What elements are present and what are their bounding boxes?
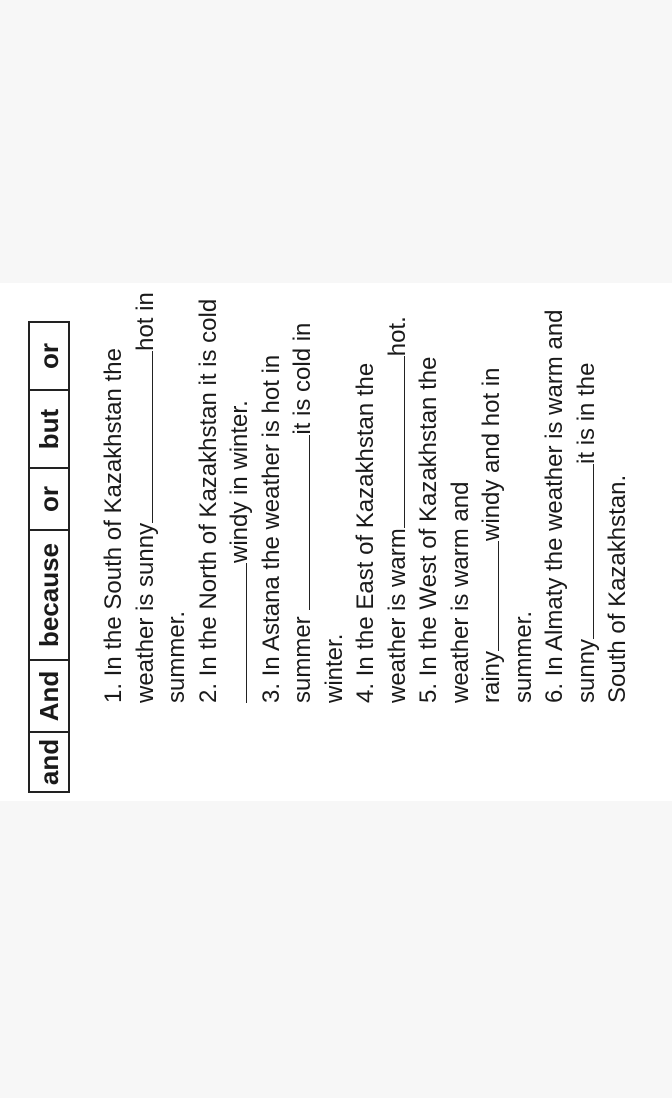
sentence-text: weather is warm and [446, 481, 474, 703]
sentence-text: winter. [320, 633, 348, 703]
sentence-line [350, 283, 382, 703]
word-bank-cell: or [33, 343, 64, 369]
sentence-text: summer. [509, 610, 537, 703]
word-bank-cell: and [30, 731, 68, 791]
sentence-text: weather is sunny [131, 522, 159, 703]
sentence-text: 1. In the South of Kazakhstan the [100, 348, 127, 703]
sentence-line [98, 283, 130, 703]
sentence-line [193, 283, 225, 703]
answer-blank[interactable] [571, 464, 594, 639]
worksheet-photo [0, 283, 672, 801]
sentence-line [571, 283, 603, 703]
sentence-text: weather is warm [383, 528, 411, 703]
answer-blank[interactable] [130, 351, 153, 523]
sentence-line [445, 283, 477, 703]
sentence-text: windy and hot in [478, 367, 505, 541]
sentence-text: hot. [383, 316, 411, 357]
sentence-text: 5. In the West of Kazakhstan the [415, 356, 442, 703]
sentence-line [130, 283, 162, 703]
sentence-line [602, 283, 634, 703]
answer-blank[interactable] [287, 435, 310, 610]
sentence-text: 6. In Almaty the weather is warm and [541, 309, 568, 703]
sentence-text: South of Kazakhstan. [604, 474, 631, 703]
sentence-text: rainy [478, 650, 505, 703]
word-bank-cell: And [30, 659, 68, 731]
sentence-line [476, 283, 508, 703]
answer-blank[interactable] [382, 356, 405, 528]
sentence-line [382, 283, 414, 703]
word-bank-cell: but [30, 389, 68, 467]
sentence-line [287, 283, 319, 703]
answer-blank[interactable] [476, 541, 499, 651]
sentence-text: 3. In Astana the weather is hot in [257, 354, 285, 703]
sentence-text: windy in winter. [226, 400, 253, 563]
sentence-line [161, 283, 193, 703]
sentence-line [413, 283, 445, 703]
sentence-text: 2. In the North of Kazakhstan it is cold [194, 298, 222, 703]
sentence-text: sunny [572, 638, 600, 703]
sentence-text: it is cold in [289, 322, 316, 435]
sentence-line [508, 283, 540, 703]
word-bank-table [28, 321, 70, 793]
exercise-sentences [98, 283, 634, 703]
answer-blank[interactable] [224, 563, 247, 703]
sentence-text: 4. In the East of Kazakhstan the [352, 362, 379, 703]
sentence-text: hot in [131, 292, 159, 351]
sentence-line [224, 283, 256, 703]
worksheet [20, 292, 670, 801]
sentence-line [539, 283, 571, 703]
word-bank-cell: because [30, 529, 68, 659]
sentence-line [319, 283, 351, 703]
sentence-line [256, 283, 288, 703]
sentence-text: it is in the [572, 362, 600, 464]
word-bank-cell: or [30, 467, 68, 529]
sentence-text: summer [289, 616, 316, 703]
sentence-text: summer. [163, 610, 190, 703]
